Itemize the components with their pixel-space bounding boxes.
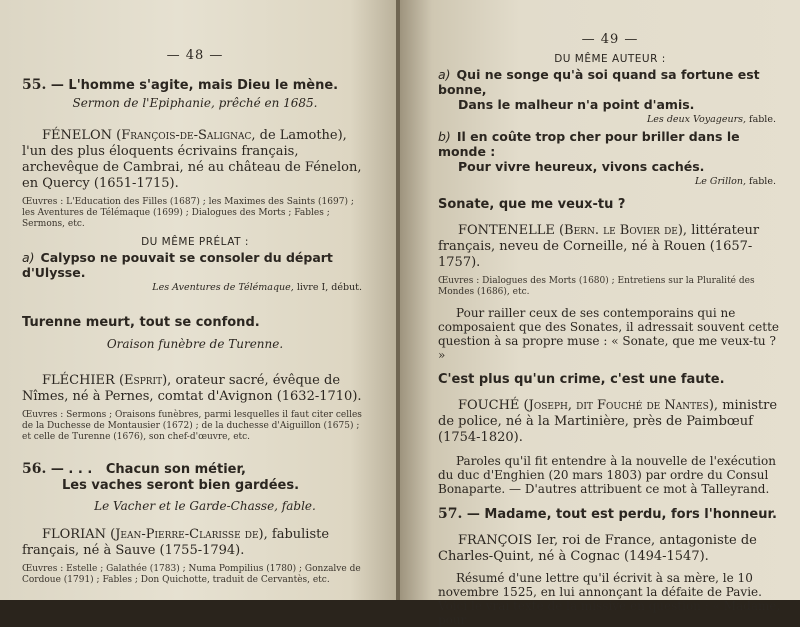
item-source: Le Grillon, fable.	[694, 176, 776, 187]
entry-number: 56.	[22, 461, 47, 477]
right-page: — 49 — DU MÊME AUTEUR : a) Qui ne songe qu'à soi quand sa fortune est bonne, Dans le malheur n'a point d'amis. Les deux Voyageurs, fable. b) Il en coûte trop cher pour briller dans le monde : Pour vivre heureux, vivons cachés. Le Grillon, fable. Sonate, que me veux-tu ? FONTENELLE (Bern. le Bovier de), littérateur français, neveu de Corneille, né à Rouen (1657-1757). Œuvres : Dialogues des Morts (1680) ; Entretiens sur la Pluralité des Mondes (1686), etc. Pour railler ceux de ses contemporains qui ne composaient que des Sonates, il adressait souvent cette question à sa propre muse : « Sonate, que me veux-tu ? » C'est plus qu'un crime, c'est une faute. FOUCHÉ (Joseph, dit Fouché de Nantes), ministre de police, né à la Martinière, près de Paimbœuf (1754-1820). Paroles qu'il fit entendre à la nouvelle de l'exécution du duc d'Enghien (20 mars 1803) par ordre du Consul Bonaparte. — D'autres attribuent ce mot à Talleyrand. 57. — Madame, tout est perdu, fors l'honneur. FRANÇOIS Ier, roi de France, antagoniste de Charles-Quint, né à Cognac (1494-1547). Résumé d'une lettre qu'il écrivit à sa mère, le 10 novembre 1525, en lui annonçant la défaite de Pavie. Voici le vrai texte de la missive en question : « Madame, pour	[400, 0, 800, 600]
works-list: Œuvres : L'Education des Filles (1687) ; les Maximes des Saints (1697) ; les Aventures de Télémaque (1699) ; Dialogues des Morts ; Fables ; Sermons, etc.	[22, 197, 354, 229]
author-bio: FLÉCHIER (Esprit), orateur sacré, évêque de Nîmes, né à Pernes, comtat d'Avignon (1632-1710).	[22, 373, 362, 404]
quote-source: Le Vacher et le Garde-Chasse, fable.	[94, 499, 316, 513]
author-bio: FONTENELLE (Bern. le Bovier de), littérateur français, neveu de Corneille, né à Rouen (1657-1757).	[438, 223, 760, 270]
anecdote-text: Résumé d'une lettre qu'il écrivit à sa mère, le 10 novembre 1525, en lui annonçant la défaite de Pavie. Voici le vrai texte de la missive en question : « Madame, pour	[438, 571, 781, 627]
entry-55	[22, 77, 368, 293]
quote-text: — L'homme s'agite, mais Dieu le mène.	[50, 78, 339, 93]
entry-57	[438, 506, 782, 627]
section-heading: DU MÊME PRÉLAT :	[141, 236, 249, 248]
quote-source: Sermon de l'Epiphanie, prêché en 1685.	[72, 96, 318, 110]
quote-item-a: a) Calypso ne pouvait se consoler du départ d'Ulysse.	[22, 250, 333, 280]
quote-text: Sonate, que me veux-tu ?	[438, 197, 626, 212]
works-list: Œuvres : Sermons ; Oraisons funèbres, parmi lesquelles il faut citer celles de la Duchesse de Montausier (1672) ; de la duchesse d'Aiguillon (1675) ; et celle de Turenne (1676), son chef-d'œuvre, etc.	[22, 410, 362, 442]
entry-turenne	[22, 315, 368, 443]
page-number-right: — 49 —	[581, 32, 639, 47]
entry-sonate	[438, 197, 782, 362]
quote-text: Turenne meurt, tout se confond.	[22, 315, 260, 330]
entry-number: 57.	[438, 506, 463, 522]
left-page	[0, 0, 398, 600]
quote-text: C'est plus qu'un crime, c'est une faute.	[438, 372, 725, 387]
author-bio: FRANÇOIS Ier, roi de France, antagoniste de Charles-Quint, né à Cognac (1494-1547).	[438, 533, 757, 564]
author-bio: FÉNELON (François-de-Salignac, de Lamothe), l'un des plus éloquents écrivains français, archevêque de Cambrai, né au château de Fénelon, en Quercy (1651-1715).	[22, 128, 362, 191]
item-source: Les Aventures de Télémaque, livre I, début.	[152, 282, 362, 293]
author-bio: FLORIAN (Jean-Pierre-Clarisse de), fabuliste français, né à Sauve (1755-1794).	[22, 527, 330, 558]
quote-line-2: Les vaches seront bien gardées.	[62, 478, 300, 493]
author-bio: FOUCHÉ (Joseph, dit Fouché de Nantes), ministre de police, né à la Martinière, près de Paimbœuf (1754-1820).	[438, 398, 778, 445]
page-number-left: — 48 —	[166, 48, 224, 63]
works-list: Œuvres : Estelle ; Galathée (1783) ; Numa Pompilius (1780) ; Gonzalve de Cordoue (1791) ; Fables ; Don Quichotte, traduit de Cervantès, etc.	[22, 564, 361, 585]
anecdote-text: Pour railler ceux de ses contemporains qui ne composaient que des Sonates, il adressait souvent cette question à sa propre muse : « Sonate, que me veux-tu ? »	[438, 306, 780, 362]
section-heading: DU MÊME AUTEUR :	[554, 53, 666, 65]
quote-item-b: b) Il en coûte trop cher pour briller dans le monde :	[438, 129, 740, 159]
quote-item-a: a) Qui ne songe qu'à soi quand sa fortune est bonne,	[438, 67, 760, 97]
entry-crime	[438, 372, 782, 496]
anecdote-text: Paroles qu'il fit entendre à la nouvelle de l'exécution du duc d'Enghien (20 mars 1803) par ordre du Consul Bonaparte. — D'autres attribuent ce mot à Talleyrand.	[438, 454, 776, 496]
entry-56: 56. — . . . Chacun son métier, Les vaches seront bien gardées. Le Vacher et le Garde-Chasse, fable. FLORIAN (Jean-Pierre-Clarisse de), fabuliste français, né à Sauve (1755-1794). Œuvres : Estelle ; Galathée (1783) ; Numa Pompilius (1780) ; Gonzalve de Cordoue (1791) ; Fables ; Don Quichotte, traduit de Cervantès, etc.	[22, 461, 368, 586]
quote-line-1: Chacun son métier,	[105, 462, 246, 477]
quote-source: Oraison funèbre de Turenne.	[106, 337, 284, 351]
quote-text: — Madame, tout est perdu, fors l'honneur.	[466, 507, 777, 522]
entry-number: 55.	[22, 77, 47, 93]
item-source: Les deux Voyageurs, fable.	[647, 114, 776, 125]
works-list: Œuvres : Dialogues des Morts (1680) ; Entretiens sur la Pluralité des Mondes (1686), etc.	[438, 276, 755, 297]
